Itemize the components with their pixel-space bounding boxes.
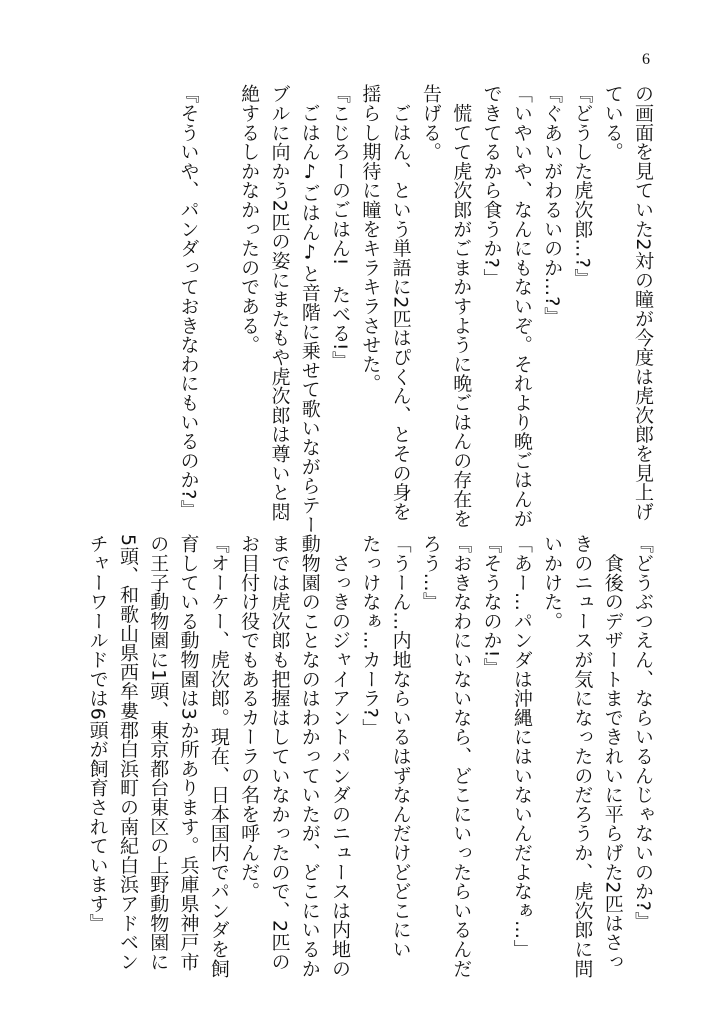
text-line: 告げる。 bbox=[419, 84, 442, 162]
text-line: 「あー…パンダは沖縄にはいないんだよなぁ…」 bbox=[510, 534, 533, 959]
text-line: できてるから食うか?」 bbox=[480, 84, 503, 288]
text-line: ごはん、という単語に2匹はぴくん、とその身を bbox=[389, 84, 412, 521]
text-line: の王子動物園に1頭、東京都台東区の上野動物園に bbox=[147, 534, 170, 971]
text-line: ろう…』 bbox=[419, 534, 442, 612]
text-line: 『こじろーのごはん! たべる!』 bbox=[329, 84, 352, 371]
text-line: 『どうした虎次郎…?』 bbox=[571, 84, 594, 288]
text-line: 絶するしかなかったのである。 bbox=[238, 84, 261, 355]
blank-line bbox=[204, 84, 234, 516]
text-line: お目付け役でもあるカーラの名を呼んだ。 bbox=[238, 534, 261, 901]
text-line: 『ぐあいがわるいのか…?』 bbox=[541, 84, 564, 326]
text-line: 『そういや、パンダっておきなわにもいるのか?』 bbox=[177, 84, 200, 519]
page-number: 6 bbox=[642, 51, 650, 68]
text-line: 食後のデザートまできれいに平らげた2匹はさっ bbox=[601, 534, 624, 971]
text-line: ている。 bbox=[601, 84, 624, 162]
text-line: 『おきなわにいないなら、どこにいったらいるんだ bbox=[450, 534, 473, 978]
text-line: 「うーん…内地ならいるはずなんだけどどこにい bbox=[389, 534, 412, 959]
text-line: 動物園のことなのはわかっていたが、どこにいるか bbox=[298, 534, 321, 978]
text-line: 揺らし期待に瞳をキラキラさせた。 bbox=[359, 84, 382, 393]
text-line: の画面を見ていた2対の瞳が今度は虎次郎を見上げ bbox=[632, 84, 654, 521]
text-line: 『オーケー、虎次郎。現在、日本国内でパンダを飼 bbox=[207, 534, 230, 978]
text-line: 「いやいや、なんにもないぞ。それより晩ごはんが bbox=[510, 84, 533, 528]
text-line: 『どうぶつえん、ならいるんじゃないのか?』 bbox=[632, 534, 654, 931]
text-line: ごはん♪ごはん♪と音階に乗せて歌いながらテー bbox=[298, 84, 321, 534]
text-line: までは虎次郎も把握はしていなかったので、2匹の bbox=[268, 534, 291, 971]
upper-text-column bbox=[173, 84, 658, 534]
text-line: 育している動物園は3か所あります。兵庫県神戸市 bbox=[177, 534, 200, 971]
text-line: いかけた。 bbox=[541, 534, 564, 631]
text-line: きのニュースが気になったのだろうか、虎次郎に問 bbox=[571, 534, 594, 978]
text-line: チャーワールドでは6頭が飼育されています』 bbox=[86, 534, 109, 933]
text-line: 5頭、和歌山県西牟婁郡白浜町の南紀白浜アドベン bbox=[116, 534, 139, 971]
text-line: 『そうなのか!』 bbox=[480, 534, 503, 678]
text-line: 慌てて虎次郎がごまかすように晩ごはんの存在を bbox=[450, 84, 473, 528]
text-line: たっけなぁ…カーラ?」 bbox=[359, 534, 382, 738]
text-line: ブルに向かう2匹の姿にまたもや虎次郎は尊いと悶 bbox=[268, 84, 291, 521]
text-line: さっきのジャイアントパンダのニュースは内地の bbox=[329, 534, 352, 978]
lower-text-column bbox=[82, 534, 658, 978]
